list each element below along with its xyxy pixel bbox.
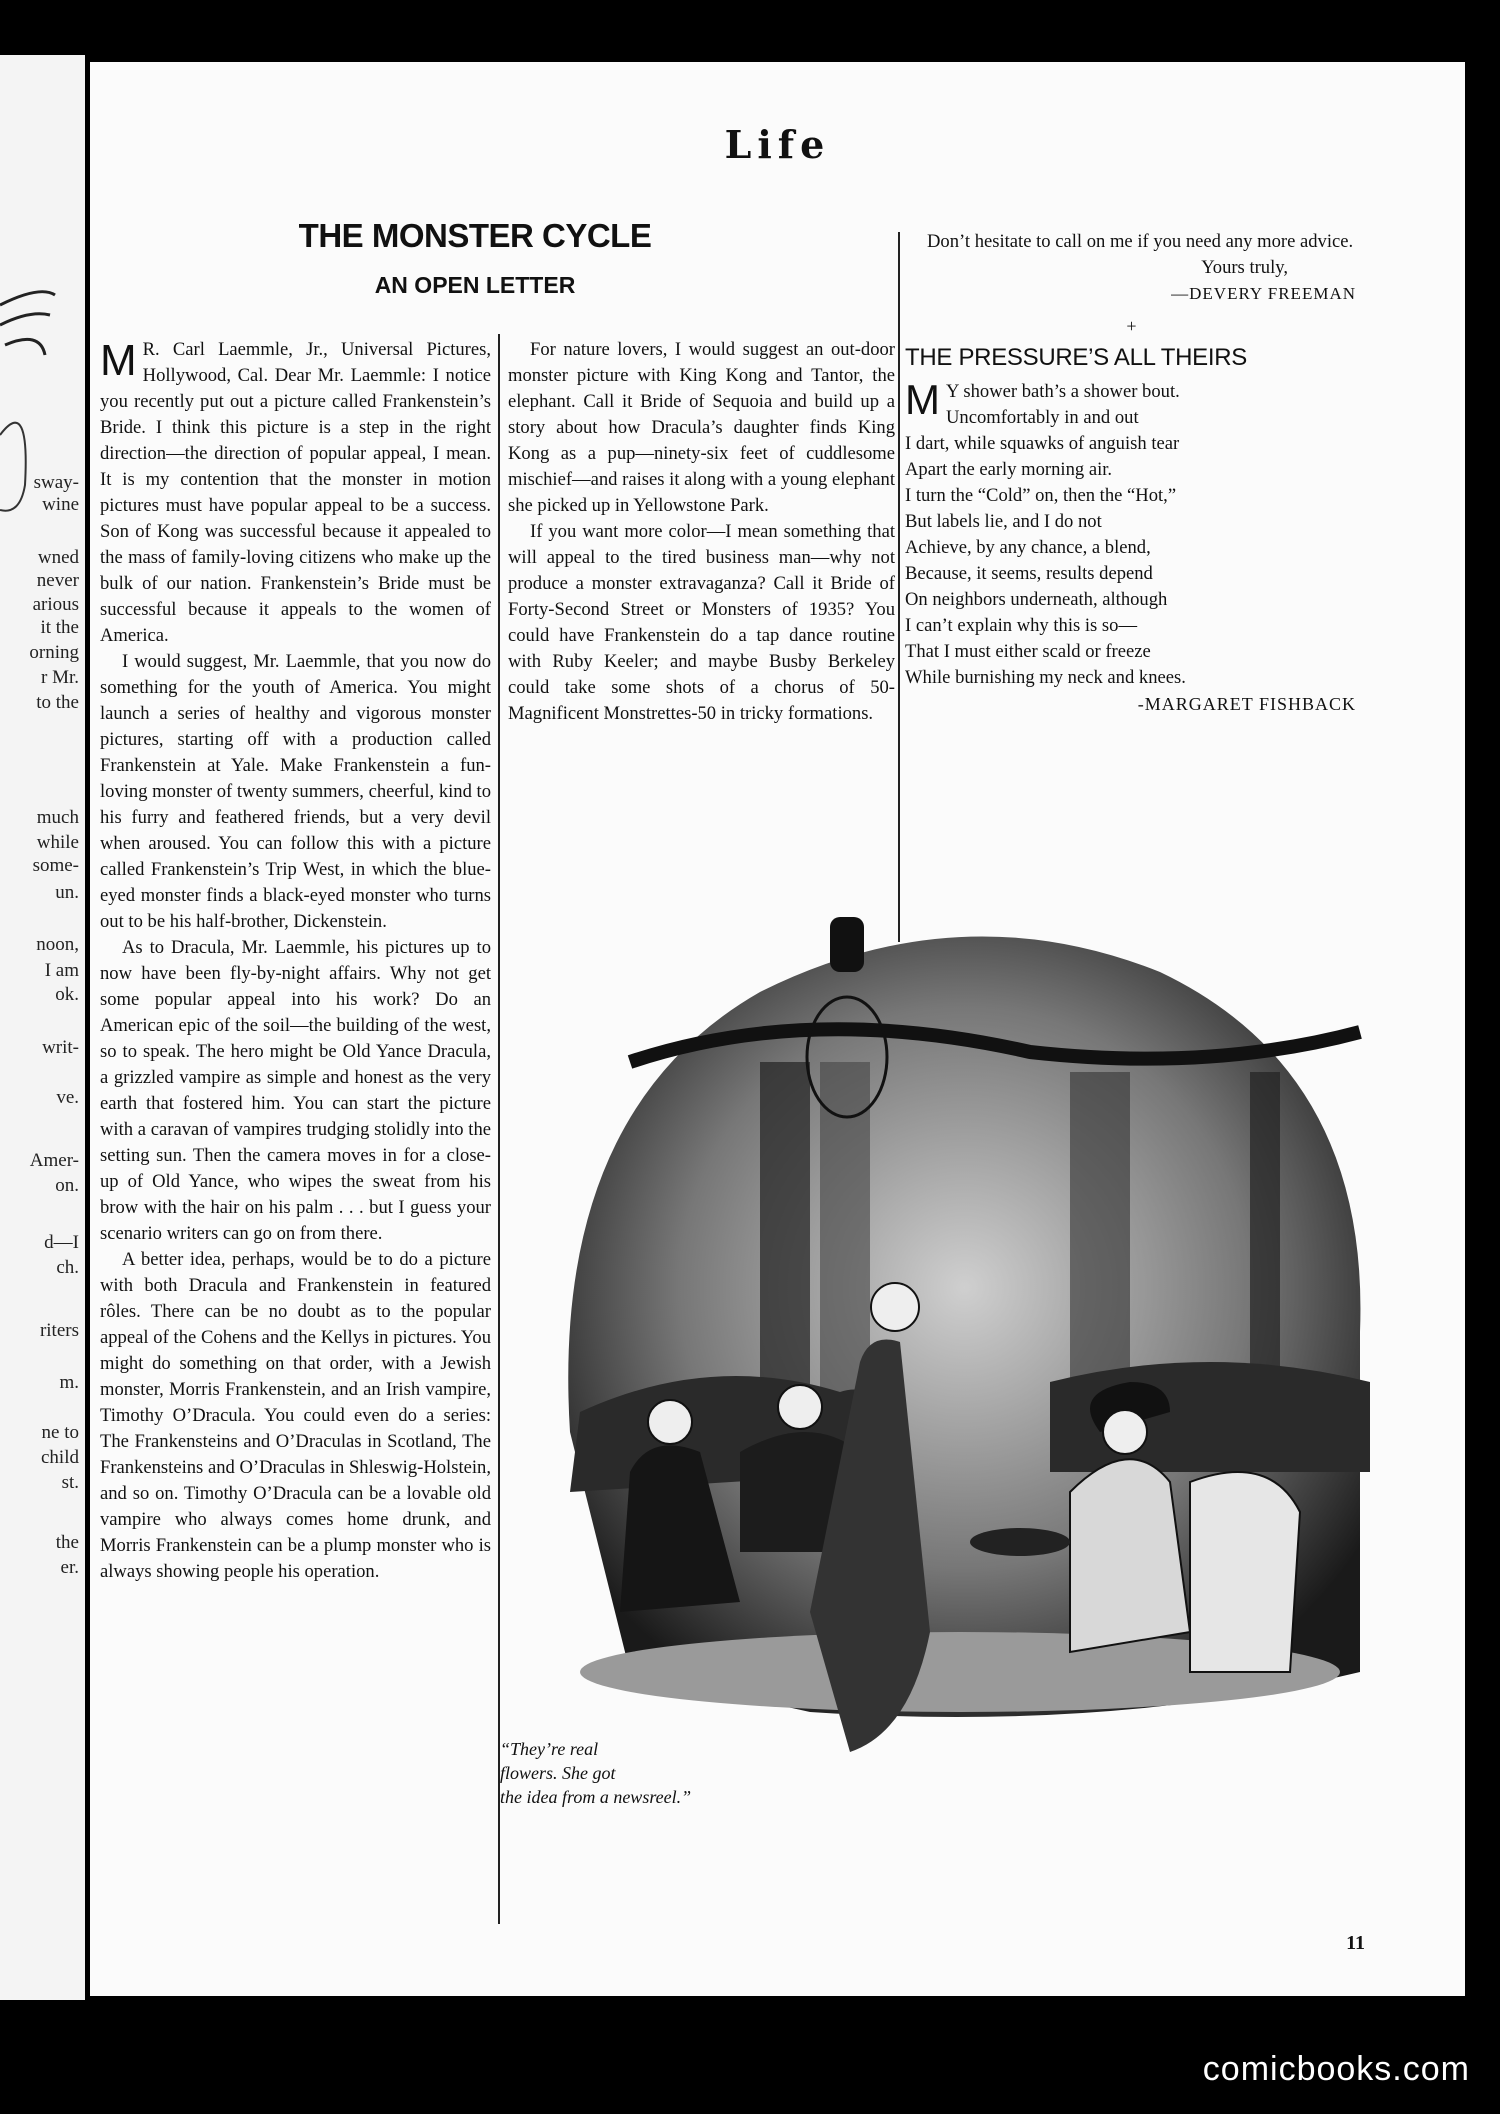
left-page-text-fragment: I am — [44, 960, 79, 981]
left-page-text-fragment: on. — [55, 1175, 79, 1196]
column-rule — [898, 232, 900, 942]
left-page-text-fragment: un. — [55, 882, 79, 903]
article-paragraph: Don’t hesitate to call on me if you need any more advice. — [927, 231, 1354, 252]
left-page-text-fragment: m. — [59, 1372, 79, 1393]
poem-line: That I must either scald or freeze — [905, 641, 1151, 662]
left-page-text-fragment: while — [36, 832, 79, 853]
left-page-text-fragment: much — [36, 807, 79, 828]
left-page-text-fragment: the — [55, 1532, 79, 1553]
article-paragraph: I would suggest, Mr. Laemmle, that you now do something for the youth of America. You might launch a series of healthy and vigorous monster pictures, starting off with a production called Frankenstein at Yale. Make Frankenstein a fun-loving monster of twenty summers, cheerful, kind to his furry and feathered friends, but a very devil when aroused. You can follow this with a picture called Frankenstein’s Trip West, in which the blue-eyed monster finds a black-eyed monster who turns out to be his half-brother, Dickenstein. — [100, 651, 491, 932]
poem-line: But labels lie, and I do not — [905, 511, 1102, 532]
drop-cap: M — [905, 376, 940, 423]
left-page-text-fragment: r Mr. — [41, 667, 79, 688]
left-page-text-fragment: to the — [36, 692, 79, 713]
poem — [905, 376, 1358, 691]
left-page-text-fragment: d—I — [44, 1232, 79, 1253]
article-column-1 — [100, 337, 491, 1912]
page-number: 11 — [1346, 1932, 1365, 1954]
cartoon-illustration — [510, 912, 1410, 1782]
left-page-text-fragment: orning — [29, 642, 79, 663]
left-page-text-fragment: writ- — [42, 1037, 79, 1058]
poem-line: Y shower bath’s a shower bout. — [946, 381, 1180, 402]
drop-cap: M — [100, 336, 137, 385]
left-page-text-fragment: ok. — [55, 984, 79, 1005]
left-page-text-fragment: never — [36, 570, 79, 591]
left-page-text-fragment: er. — [60, 1557, 79, 1578]
left-page-text-fragment: wine — [42, 494, 79, 515]
left-page-text-fragment: ve. — [56, 1087, 79, 1108]
poem-line: Achieve, by any chance, a blend, — [905, 537, 1151, 558]
left-page-edge — [0, 55, 85, 2000]
caption-line: the idea from a newsreel.” — [500, 1787, 692, 1807]
article-paragraph: A better idea, perhaps, would be to do a picture with both Dracula and Frankenstein in featured rôles. There can be no doubt as to the popular appeal of the Cohens and the Kellys in pictures. You might do something on that order, with a Jewish monster, Morris Frankenstein, and an Irish vampire, Timothy O’Dracula. You could even do a series: The Frankensteins and O’Draculas in Scotland, The Frankensteins and O’Draculas in Shleswig-Holstein, and so on. Timothy O’Dracula can be a lovable old vampire who always comes home drunk, and Morris Frankenstein can be a plump monster who is always showing people his operation. — [100, 1249, 491, 1582]
caption-line: “They’re real — [500, 1739, 599, 1759]
poem-line: While burnishing my neck and knees. — [905, 667, 1186, 688]
watermark: comicbooks.com — [1202, 2050, 1470, 2088]
left-page-text-fragment: noon, — [36, 934, 79, 955]
article-subtitle: AN OPEN LETTER — [374, 272, 576, 298]
poem-title: THE PRESSURE’S ALL THEIRS — [905, 344, 1247, 371]
poem-line: I turn the “Cold” on, then the “Hot,” — [905, 485, 1177, 506]
left-page-text-fragment: riters — [39, 1320, 79, 1341]
article-paragraph: For nature lovers, I would suggest an out-door monster picture with King Kong and Tantor, the elephant. Call it Bride of Sequoia and build up a story about how Dracula’s daughter finds King Kong as a pup—ninety-six feet of cuddlesome mischief—and raises it along with a young elephant she picked up in Yellowstone Park. — [508, 339, 895, 516]
poem-line: Uncomfortably in and out — [946, 407, 1139, 428]
poem-line: Because, it seems, results depend — [905, 563, 1153, 584]
closing: Yours truly, — [1201, 257, 1288, 278]
poem-signature: -MARGARET FISHBACK — [1137, 694, 1356, 714]
cartoon-caption — [500, 1737, 760, 1809]
article-paragraph: M R. Carl Laemmle, Jr., Universal Pictures, Hollywood, Cal. Dear Mr. Laemmle: I notice you recently put out a picture called Frankenstein’s Bride. I think this picture is a step in the right direction—the direction of popular appeal, I mean. It is my contention that the monster in motion pictures must have popular appeal to be a success. Son of Kong was successful because it appealed to the mass of family-loving citizens who make up the bulk of our nation. Frankenstein’s Bride must be successful because it appeals to the women of America. — [100, 336, 491, 646]
poem-line: Apart the early morning air. — [905, 459, 1113, 480]
article-paragraph: If you want more color—I mean something that will appeal to the tired business man—why not produce a monster extravaganza? Call it Bride of Forty-Second Street or Monsters of 1935? You could have Frankenstein do a tap dance routine with Ruby Keeler; and maybe Busby Berkeley could take some shots of a chorus of 50-Magnificent Monstrettes-50 in tricky formations. — [508, 521, 895, 724]
left-page-text-fragment: arious — [32, 594, 79, 615]
left-page-text-fragment: it the — [40, 617, 79, 638]
poem-line: On neighbors underneath, although — [905, 589, 1168, 610]
article-column-2 — [508, 337, 895, 727]
article-column-3 — [905, 229, 1358, 717]
poem-line: I can’t explain why this is so— — [905, 615, 1138, 636]
magazine-page — [90, 62, 1465, 1996]
left-page-text-fragment: Amer- — [29, 1150, 79, 1171]
masthead: Life — [724, 122, 831, 167]
left-page-text-fragment: st. — [61, 1472, 79, 1493]
caption-line: flowers. She got — [500, 1763, 616, 1783]
separator: + — [1126, 316, 1137, 336]
left-page-text-fragment: wned — [37, 547, 79, 568]
column-rule — [498, 334, 500, 1924]
article-title: THE MONSTER CYCLE — [298, 217, 652, 254]
article-signature: —DEVERY FREEMAN — [1171, 284, 1356, 303]
article-paragraph: As to Dracula, Mr. Laemmle, his pictures up to now have been fly-by-night affairs. Why not get some popular appeal into his work? Do an American epic of the soil—the building of the west, so to speak. The hero might be Old Yance Dracula, a grizzled vampire as simple and honest as the very earth that fostered him. You can start the picture with a caravan of vampires trudging stolidly into the setting sun. Then the camera moves in for a close-up of Old Yance, who wipes the sweat from his brow with the hair on his palm . . . but I guess your scenario writers can go on from there. — [100, 937, 491, 1244]
left-page-text-fragment: sway- — [33, 472, 79, 493]
left-page-text-fragment: ch. — [56, 1257, 79, 1278]
left-page-text-fragment: some- — [32, 855, 79, 876]
left-page-text-fragment: ne to — [41, 1422, 79, 1443]
left-page-text-fragment: child — [41, 1447, 79, 1468]
poem-line: I dart, while squawks of anguish tear — [905, 433, 1180, 454]
